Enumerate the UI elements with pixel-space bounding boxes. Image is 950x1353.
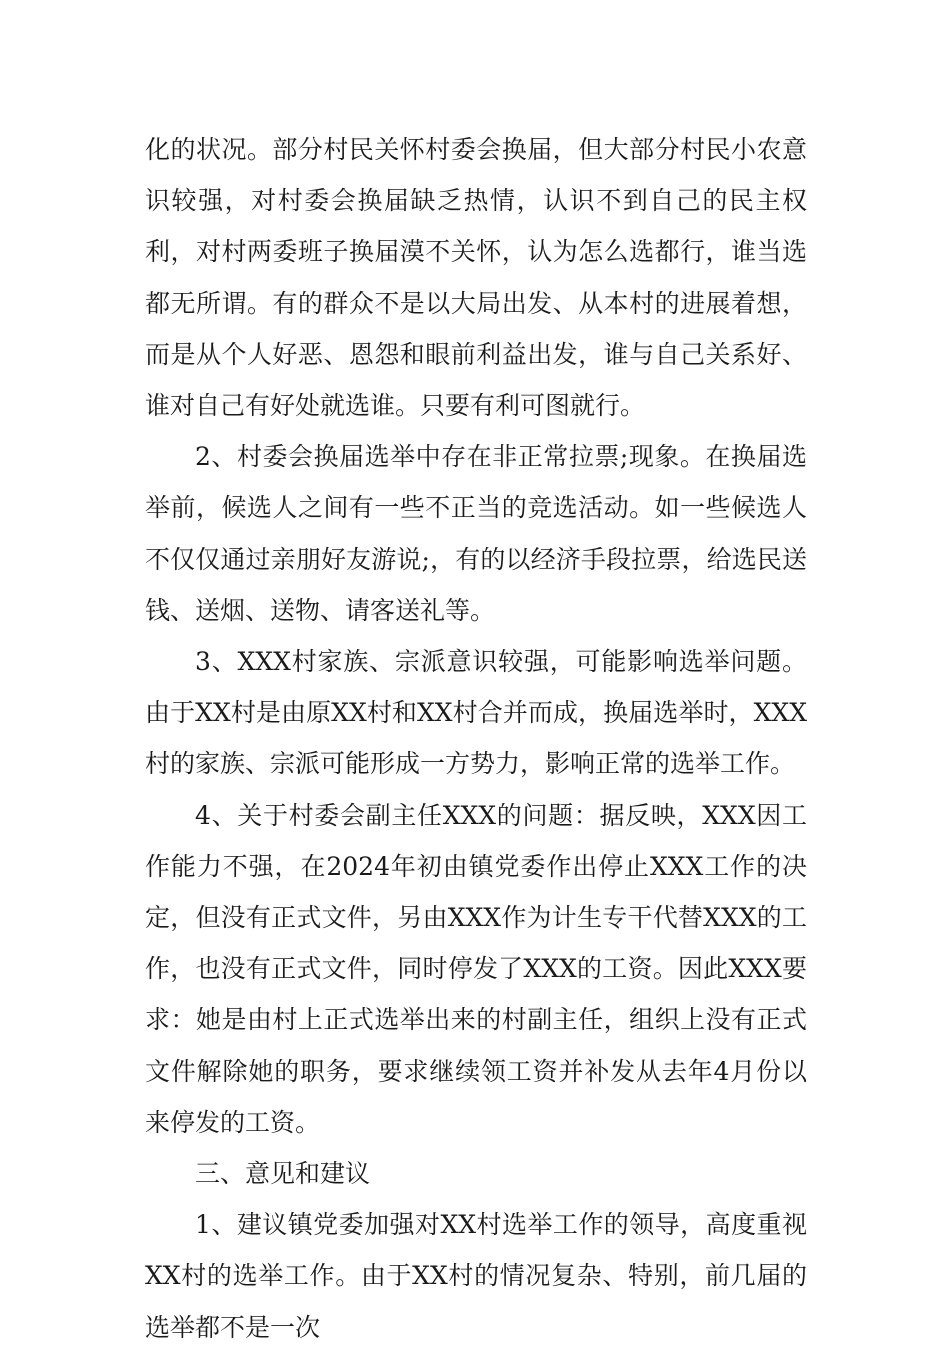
paragraph-suggestion-1: 1、建议镇党委加强对XX村选举工作的领导，高度重视XX村的选举工作。由于XX村的情况复杂、特别，前几届的选举都不是一次 bbox=[145, 1210, 807, 1342]
paragraph-continuation: 化的状况。部分村民关怀村委会换届，但大部分村民小农意识较强，对村委会换届缺乏热情，认识不到自己的民主权利，对村两委班子换届漠不关怀，认为怎么选都行，谁当选都无所谓。有的群众不是以大局出发、从本村的进展着想，而是从个人好恶、恩怨和眼前利益出发，谁与自己关系好、谁对自己有好处就选谁。只要有利可图就行。 bbox=[145, 135, 807, 421]
section-heading: 三、意见和建议 bbox=[195, 1159, 371, 1189]
paragraph-item-2: 2、村委会换届选举中存在非正常拉票;现象。在换届选举前，候选人之间有一些不正当的竞选活动。如一些候选人不仅仅通过亲朋好友游说;，有的以经济手段拉票，给选民送钱、送烟、送物、请客送礼等。 bbox=[145, 442, 807, 625]
paragraph-item-4: 4、关于村委会副主任XXX的问题：据反映，XXX因工作能力不强，在2024年初由镇党委作出停止XXX工作的决定，但没有正式文件，另由XXX作为计生专干代替XXX的工作，也没有正式文件，同时停发了XXX的工资。因此XXX要求：她是由村上正式选举出来的村副主任，组织上没有正式文件解除她的职务，要求继续领工资并补发从去年4月份以来停发的工资。 bbox=[145, 800, 807, 1137]
paragraph-item-3: 3、XXX村家族、宗派意识较强，可能影响选举问题。由于XX村是由原XX村和XX村合并而成，换届选举时，XXX村的家族、宗派可能形成一方势力，影响正常的选举工作。 bbox=[145, 647, 807, 779]
document-body bbox=[145, 124, 807, 1353]
